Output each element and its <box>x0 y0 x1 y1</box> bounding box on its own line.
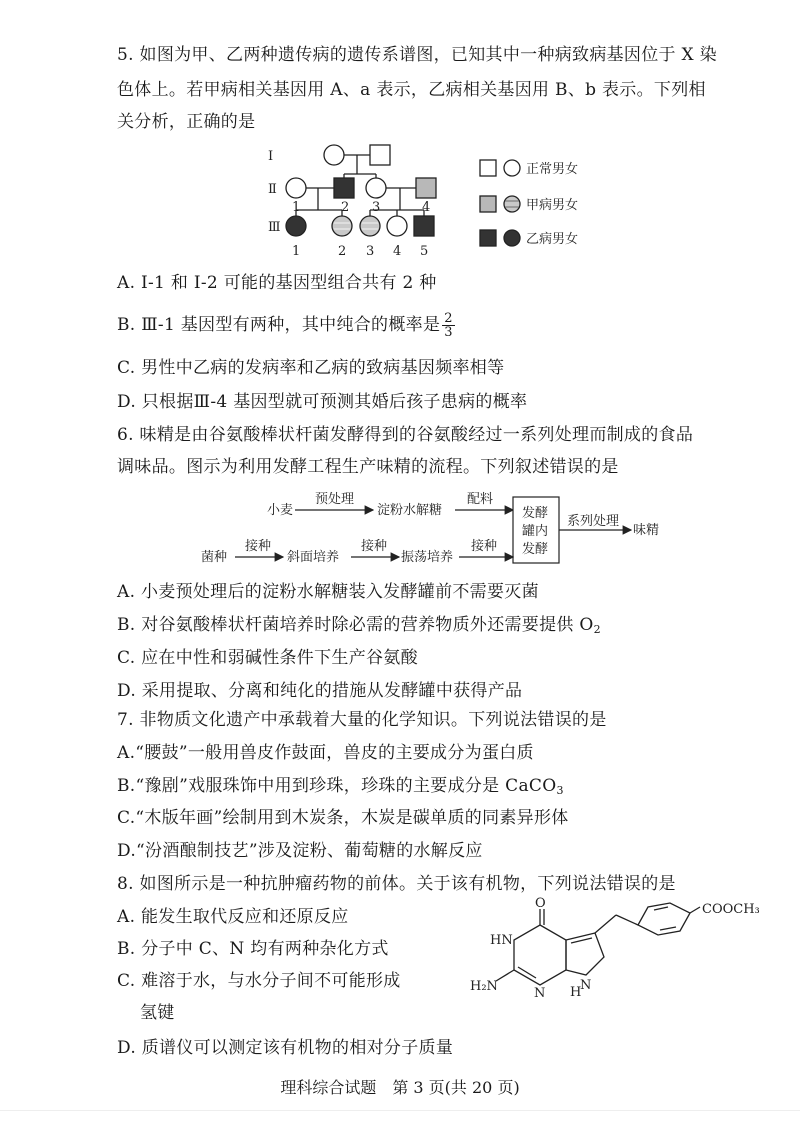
divider <box>0 1110 800 1111</box>
gen3-number: 1 <box>292 244 301 259</box>
flow-starch-sugar: 淀粉水解糖 <box>377 503 443 518</box>
flow-formulate: 配料 <box>467 492 494 507</box>
q6-stem-line2: 调味品。图示为利用发酵工程生产味精的流程。下列叙述错误的是 <box>117 457 619 477</box>
molecule-nitrogen: N <box>534 986 546 1001</box>
q6-stem-line1: 6. 味精是由谷氨酸棒状杆菌发酵得到的谷氨酸经过一系列处理而制成的食品 <box>117 425 694 445</box>
gen3-label: Ⅲ <box>268 220 281 235</box>
q8-option-a: A. 能发生取代反应和还原反应 <box>117 907 349 927</box>
q8-option-c-line1: C. 难溶于水，与水分子间不可能形成 <box>117 971 401 991</box>
gen3-number: 4 <box>393 244 402 259</box>
q8-option-c-line2: 氢键 <box>140 1003 175 1023</box>
flow-slant: 斜面培养 <box>287 550 340 565</box>
q5-option-a: A. Ⅰ-1 和 Ⅰ-2 可能的基因型组合共有 2 种 <box>117 273 437 293</box>
q7-option-b <box>117 775 564 802</box>
gen3-number: 2 <box>338 244 347 259</box>
q7-option-a: A.“腰鼓”一般用兽皮作鼓面，兽皮的主要成分为蛋白质 <box>117 743 534 763</box>
flow-tank-1: 发酵 <box>522 506 549 521</box>
q6-option-a: A. 小麦预处理后的淀粉水解糖装入发酵罐前不需要灭菌 <box>117 582 539 602</box>
q8-option-b: B. 分子中 C、N 均有两种杂化方式 <box>117 939 389 959</box>
q5-option-c: C. 男性中乙病的发病率和乙病的致病基因频率相等 <box>117 358 505 378</box>
flow-tank-2: 罐内 <box>522 524 549 539</box>
q5-stem-line3: 关分析，正确的是 <box>117 112 256 132</box>
flow-shake: 振荡培养 <box>401 550 454 565</box>
legend-disease-b: 乙病男女 <box>526 232 579 247</box>
q7-option-c: C.“木版年画”绘制用到木炭条，木炭是碳单质的同素异形体 <box>117 808 569 828</box>
flow-tank-3: 发酵 <box>522 542 549 557</box>
gen2-number: 4 <box>422 200 431 215</box>
q5-option-d: D. 只根据Ⅲ-4 基因型就可预测其婚后孩子患病的概率 <box>117 392 528 412</box>
flow-inoculate: 接种 <box>245 539 272 554</box>
gen3-number: 3 <box>366 244 375 259</box>
fermentation-flowchart <box>195 485 665 570</box>
q7-option-b-text: B.“豫剧”戏服珠饰中用到珍珠，珍珠的主要成分是 CaCO <box>117 776 557 796</box>
molecule-nh-h: H <box>570 985 582 1000</box>
q5-option-b-text: B. Ⅲ-1 基因型有两种，其中纯合的概率是 <box>117 315 441 335</box>
flow-strain: 菌种 <box>201 550 228 565</box>
molecule-hn: HN <box>490 933 513 948</box>
flow-inoculate: 接种 <box>361 539 388 554</box>
q6-option-c: C. 应在中性和弱碱性条件下生产谷氨酸 <box>117 648 418 668</box>
q8-stem: 8. 如图所示是一种抗肿瘤药物的前体。关于该有机物，下列说法错误的是 <box>117 874 676 894</box>
legend-disease-a: 甲病男女 <box>526 198 579 213</box>
flow-process: 系列处理 <box>567 514 620 529</box>
q6-option-d: D. 采用提取、分离和纯化的措施从发酵罐中获得产品 <box>117 681 523 701</box>
q6-option-b <box>117 614 601 641</box>
q7-option-d: D.“汾酒酿制技艺”涉及淀粉、葡萄糖的水解反应 <box>117 841 483 861</box>
molecule-nh-n: N <box>580 978 592 993</box>
molecule-oxygen: O <box>535 896 546 911</box>
gen2-number: 3 <box>372 200 381 215</box>
pedigree-diagram <box>260 138 620 268</box>
q5-stem-line1: 5. 如图为甲、乙两种遗传病的遗传系谱图，已知其中一种病致病基因位于 X 染 <box>117 45 717 65</box>
q7-stem: 7. 非物质文化遗产中承载着大量的化学知识。下列说法错误的是 <box>117 710 607 730</box>
q5-stem-line2: 色体上。若甲病相关基因用 A、a 表示，乙病相关基因用 B、b 表示。下列相 <box>117 80 706 100</box>
q8-option-d: D. 质谱仪可以测定该有机物的相对分子质量 <box>117 1038 454 1058</box>
gen3-number: 5 <box>420 244 429 259</box>
page-footer: 理科综合试题 第 3 页(共 20 页) <box>280 1078 520 1097</box>
flow-msg: 味精 <box>633 523 660 538</box>
subscript: 2 <box>593 623 601 636</box>
q6-option-b-text: B. 对谷氨酸棒状杆菌培养时除必需的营养物质外还需要提供 O <box>117 615 594 635</box>
fraction <box>442 312 455 339</box>
legend-normal: 正常男女 <box>526 162 579 177</box>
gen2-number: 2 <box>341 200 350 215</box>
flow-wheat: 小麦 <box>267 503 294 518</box>
fraction-denominator: 3 <box>444 325 453 340</box>
molecule-structure <box>470 895 790 1005</box>
q5-option-b <box>117 312 455 339</box>
molecule-h2n: H₂N <box>470 979 498 994</box>
gen2-number: 1 <box>292 200 301 215</box>
subscript: 3 <box>556 784 564 797</box>
fraction-numerator: 2 <box>444 311 453 326</box>
flow-inoculate: 接种 <box>471 539 498 554</box>
flow-pretreat: 预处理 <box>315 492 355 507</box>
gen1-label: Ⅰ <box>268 149 274 164</box>
gen2-label: Ⅱ <box>268 182 277 197</box>
molecule-ester: COOCH₃ <box>702 902 760 917</box>
